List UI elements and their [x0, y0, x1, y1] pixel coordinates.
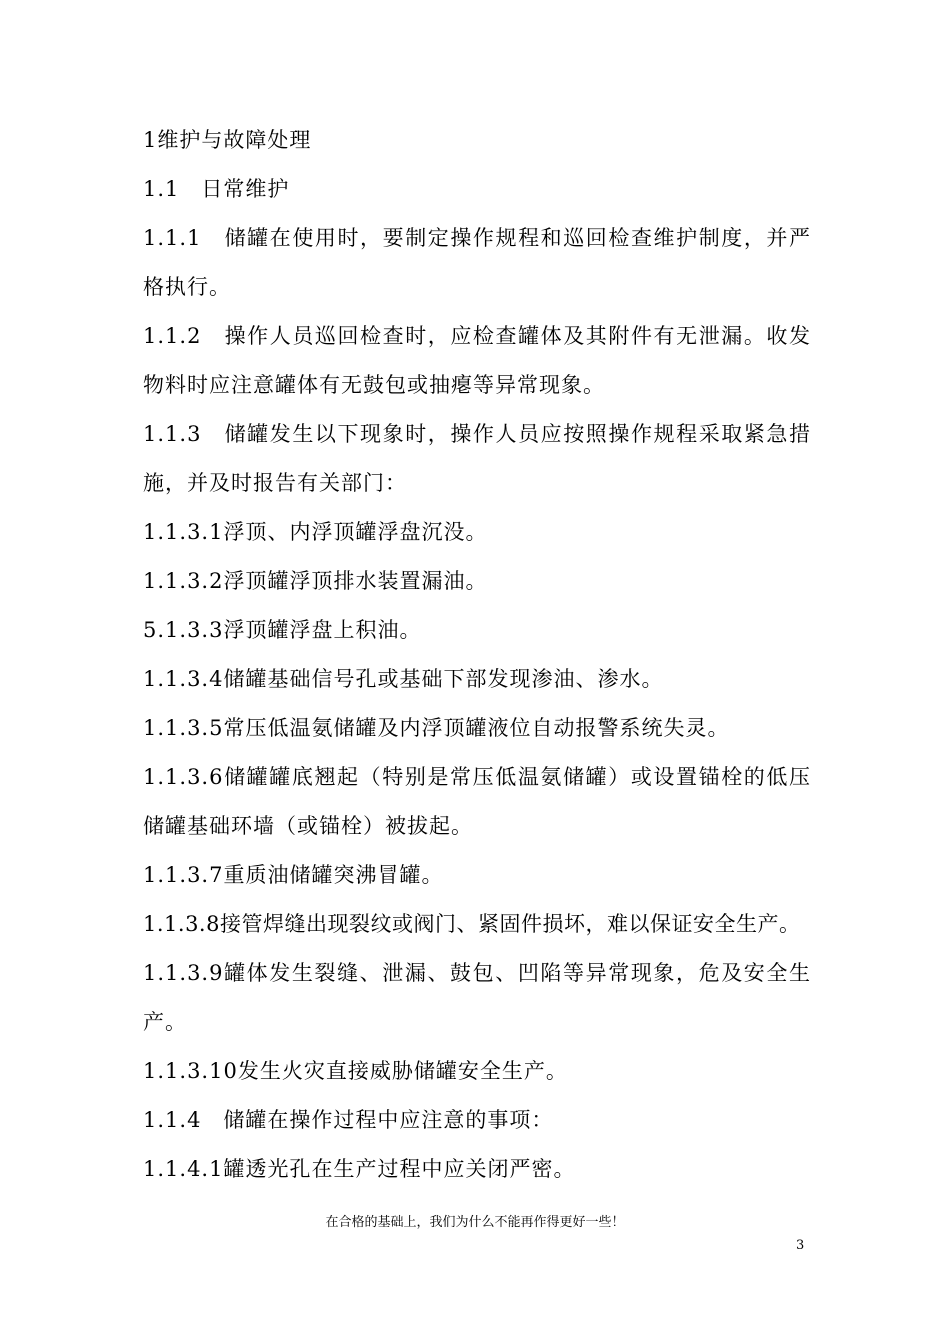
paragraph-line: 施，并及时报告有关部门： — [143, 471, 407, 495]
paragraph-line: 1.1.1 储罐在使用时，要制定操作规程和巡回检查维护制度，并严 — [143, 226, 811, 250]
footer-slogan: 在合格的基础上，我们为什么不能再作得更好一些！ — [325, 1215, 625, 1230]
list-item: 1.1.3.4储罐基础信号孔或基础下部发现渗油、渗水。 — [143, 667, 664, 691]
list-item: 1.1.3.6储罐罐底翘起（特别是常压低温氨储罐）或设置锚栓的低压 — [143, 765, 811, 789]
paragraph-line: 物料时应注意罐体有无鼓包或抽瘪等异常现象。 — [143, 373, 605, 397]
paragraph-line: 格执行。 — [143, 275, 231, 299]
list-item: 1.1.3.2浮顶罐浮顶排水装置漏油。 — [143, 569, 488, 593]
list-item: 1.1.3.10发生火灾直接威胁储罐安全生产。 — [143, 1059, 568, 1083]
list-item: 1.1.4.1罐透光孔在生产过程中应关闭严密。 — [143, 1157, 576, 1181]
subsection-heading: 1.1 日常维护 — [143, 177, 290, 201]
document-body — [143, 116, 811, 1194]
page-number: 3 — [796, 1238, 805, 1253]
list-item: 5.1.3.3浮顶罐浮盘上积油。 — [143, 618, 422, 642]
paragraph-line: 1.1.2 操作人员巡回检查时，应检查罐体及其附件有无泄漏。收发 — [143, 324, 811, 348]
list-item: 1.1.3.5常压低温氨储罐及内浮顶罐液位自动报警系统失灵。 — [143, 716, 730, 740]
paragraph-line: 产。 — [143, 1010, 187, 1034]
section-heading: 1维护与故障处理 — [143, 128, 312, 152]
paragraph-line: 1.1.3 储罐发生以下现象时，操作人员应按照操作规程采取紧急措 — [143, 422, 811, 446]
list-item: 1.1.3.9罐体发生裂缝、泄漏、鼓包、凹陷等异常现象，危及安全生 — [143, 961, 811, 985]
subsection-heading: 1.1.4 储罐在操作过程中应注意的事项： — [143, 1108, 554, 1132]
list-item: 1.1.3.8接管焊缝出现裂纹或阀门、紧固件损坏，难以保证安全生产。 — [143, 912, 801, 936]
list-item: 1.1.3.7重质油储罐突沸冒罐。 — [143, 863, 444, 887]
paragraph-line: 储罐基础环墙（或锚栓）被拔起。 — [143, 814, 473, 838]
list-item: 1.1.3.1浮顶、内浮顶罐浮盘沉没。 — [143, 520, 488, 544]
